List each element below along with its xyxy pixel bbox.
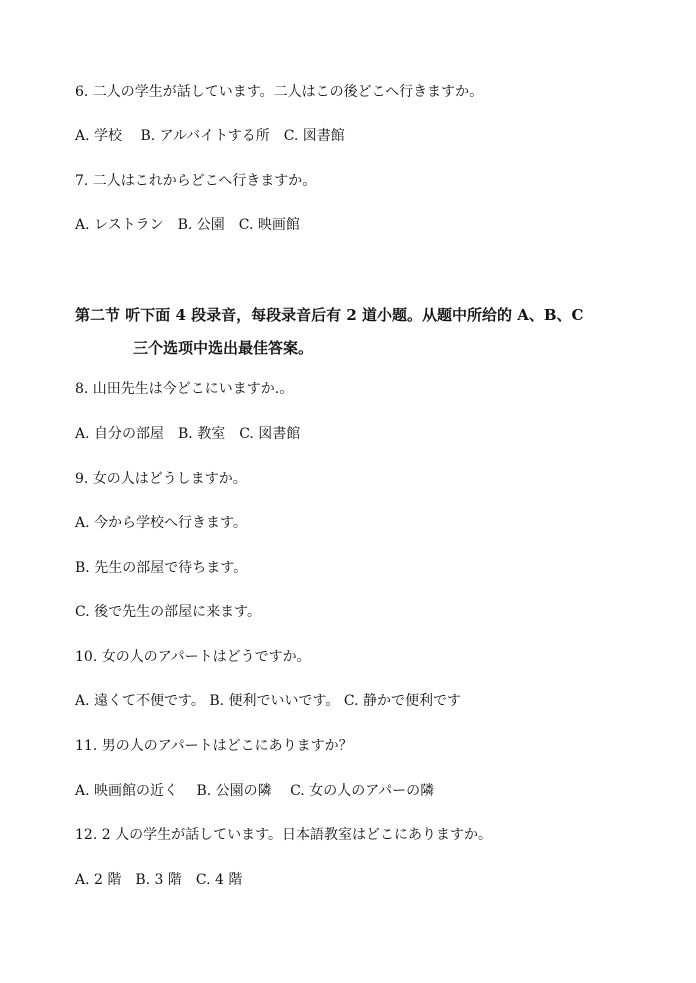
question-7-options: A. レストラン B. 公園 C. 映画館 bbox=[75, 217, 300, 233]
question-10-options: A. 遠くて不便です。 B. 便利でいいです。 C. 静かで便利です bbox=[75, 693, 461, 709]
question-9-option-c: C. 後で先生の部屋に来ます。 bbox=[75, 604, 261, 620]
question-8-options: A. 自分の部屋 B. 教室 C. 図書館 bbox=[75, 426, 301, 442]
question-10: 10. 女の人のアパートはどうですか。 bbox=[75, 649, 311, 665]
question-12-options: A. 2 階 B. 3 階 C. 4 階 bbox=[75, 872, 243, 888]
section-2-heading-continued: 三个选项中选出最佳答案。 bbox=[133, 339, 314, 357]
question-8: 8. 山田先生は今どこにいますか.。 bbox=[75, 381, 294, 397]
question-11: 11. 男の人のアパートはどこにありますか？ bbox=[75, 738, 353, 754]
question-12: 12. 2 人の学生が話しています。日本語教室はどこにありますか。 bbox=[75, 827, 492, 843]
question-6-options: A. 学校 B. アルバイトする所 C. 図書館 bbox=[75, 128, 345, 144]
question-9: 9. 女の人はどうしますか。 bbox=[75, 471, 247, 487]
question-6: 6. 二人の学生が話しています。二人はこの後どこへ行きますか。 bbox=[75, 84, 484, 100]
question-7: 7. 二人はこれからどこへ行きますか。 bbox=[75, 173, 317, 189]
question-9-option-b: B. 先生の部屋で待ちます。 bbox=[75, 560, 248, 576]
section-2-heading: 第二节 听下面 4 段录音，每段录音后有 2 道小题。从题中所给的 A、B、C bbox=[75, 306, 584, 324]
question-11-options: A. 映画館の近く B. 公園の隣 C. 女の人のアパーの隣 bbox=[75, 783, 435, 799]
question-9-option-a: A. 今から学校へ行きます。 bbox=[75, 515, 247, 531]
